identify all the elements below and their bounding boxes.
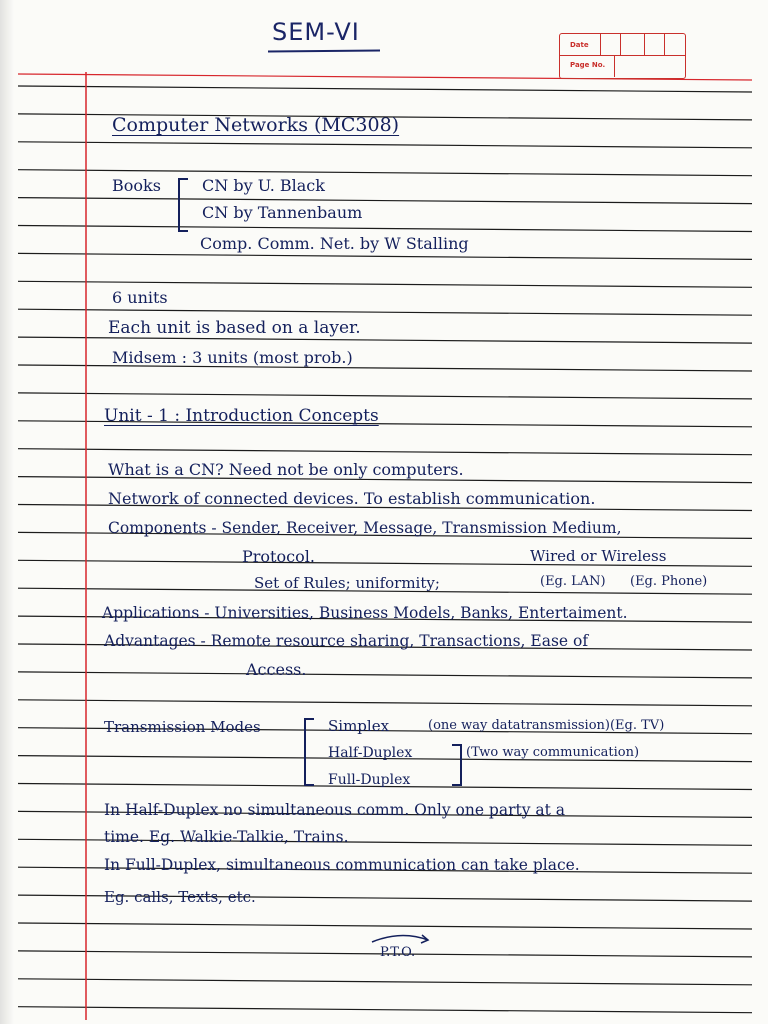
mode-item: Simplex <box>328 717 390 735</box>
note-line: Applications - Universities, Business Models, Banks, Entertaiment. <box>102 604 628 622</box>
rule-line <box>18 226 752 232</box>
unit-layer-note: Each unit is based on a layer. <box>108 318 361 338</box>
note-line: (Eg. LAN) <box>540 574 606 589</box>
note-line: (Two way communication) <box>466 745 640 760</box>
note-line: In Half-Duplex no simultaneous comm. Only one party at a <box>104 801 566 819</box>
note-line: Access. <box>246 660 307 679</box>
rule-line <box>18 86 752 92</box>
rule-line <box>18 1007 752 1013</box>
stamp-date-label: Date <box>570 41 589 49</box>
book-item: CN by U. Black <box>202 176 325 195</box>
mode-item: Half-Duplex <box>328 745 413 761</box>
rule-line <box>18 281 752 287</box>
subject-heading: Computer Networks (MC308) <box>112 114 400 136</box>
stamp-date-row <box>560 34 685 56</box>
rule-line <box>18 142 752 148</box>
rule-line <box>18 672 752 678</box>
note-line: Wired or Wireless <box>530 547 667 565</box>
unit-heading: Unit - 1 : Introduction Concepts <box>104 406 379 426</box>
note-line: (Eg. Phone) <box>630 574 708 589</box>
rule-line <box>18 198 752 204</box>
mode-item: Full-Duplex <box>328 772 411 788</box>
rule-line <box>18 337 752 343</box>
rule-line <box>18 700 752 706</box>
modes-label: Transmission Modes <box>104 718 261 736</box>
note-line: Components - Sender, Receiver, Message, Transmission Medium, <box>108 519 622 537</box>
book-item: Comp. Comm. Net. by W Stalling <box>200 234 469 253</box>
stamp-page-label: Page No. <box>570 61 606 69</box>
note-line: Set of Rules; uniformity; <box>254 574 440 592</box>
duplex-bracket <box>452 744 462 786</box>
rule-line <box>18 253 752 259</box>
note-line: time. Eg. Walkie-Talkie, Trains. <box>104 828 349 846</box>
rule-line <box>18 170 752 176</box>
note-line: (one way datatransmission)(Eg. TV) <box>428 718 665 733</box>
rule-line <box>18 309 752 315</box>
midsem-note: Midsem : 3 units (most prob.) <box>112 348 353 367</box>
book-item: CN by Tannenbaum <box>202 203 363 222</box>
pto-note: P.T.O. <box>380 945 416 960</box>
note-line: In Full-Duplex, simultaneous communication can take place. <box>104 856 580 874</box>
rule-line <box>18 449 752 455</box>
note-line: Network of connected devices. To establish communication. <box>108 489 596 508</box>
rule-line <box>18 979 752 985</box>
rule-line <box>18 923 752 929</box>
note-line: Protocol. <box>242 547 315 566</box>
units-count: 6 units <box>112 288 168 307</box>
books-bracket <box>178 178 188 232</box>
page-title: SEM-VI <box>272 18 360 46</box>
date-page-stamp <box>559 33 686 79</box>
note-line: Advantages - Remote resource sharing, Transactions, Ease of <box>104 632 589 650</box>
stamp-page-row <box>560 56 685 77</box>
note-line: What is a CN? Need not be only computers. <box>108 460 464 479</box>
books-label: Books <box>112 176 161 195</box>
note-line: Eg. calls, Texts, etc. <box>104 888 256 906</box>
rule-line <box>18 393 752 399</box>
modes-bracket <box>304 718 314 786</box>
stamp-date-cells <box>600 34 685 55</box>
stamp-page-cells <box>614 56 685 77</box>
